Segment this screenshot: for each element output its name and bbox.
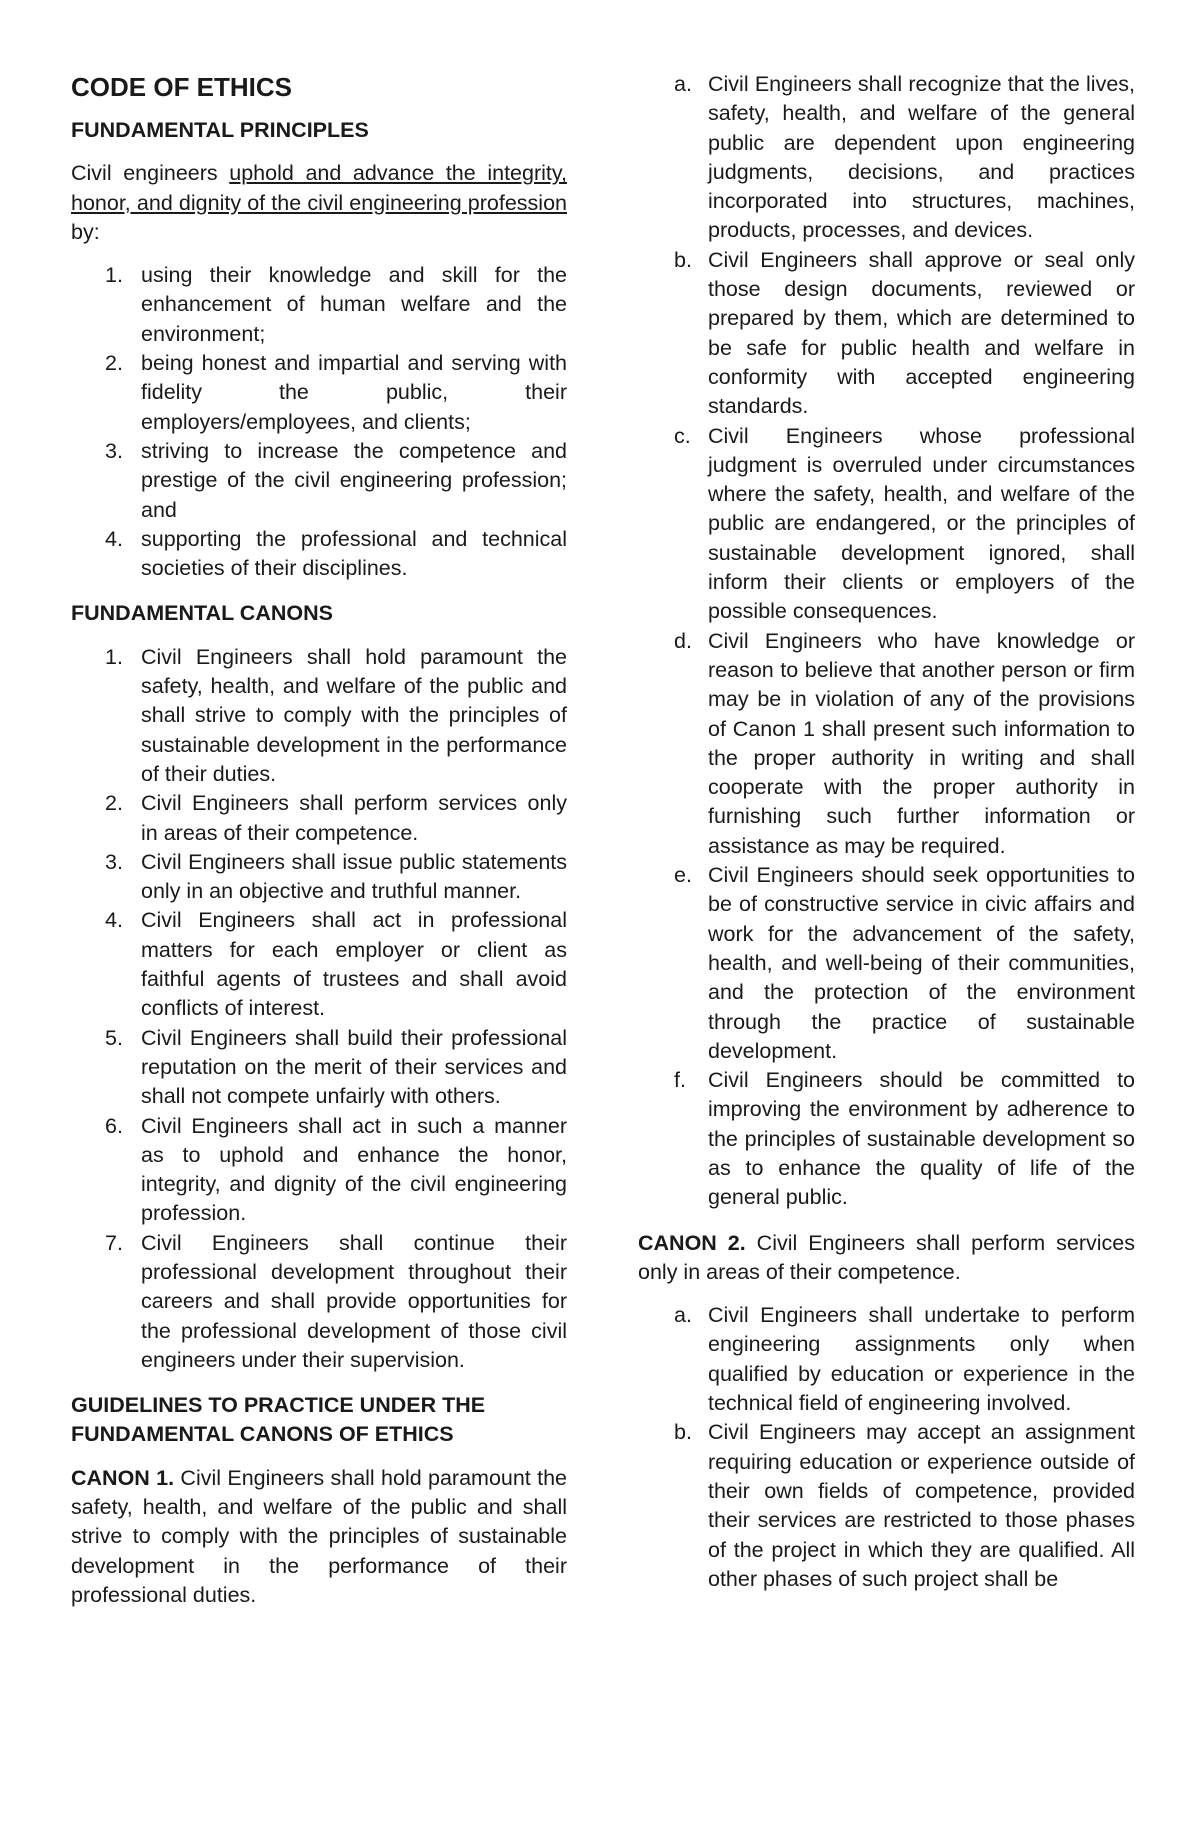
list-item	[638, 1301, 1135, 1418]
list-item-text: striving to increase the competence and prestige of the civil engineering profession; and	[141, 438, 567, 522]
list-item	[638, 422, 1135, 627]
canons-list	[71, 643, 567, 1375]
list-item	[71, 789, 567, 848]
list-marker: b.	[674, 247, 692, 272]
list-item	[638, 1418, 1135, 1594]
list-item-text: Civil Engineers shall undertake to perform engineering assignments only when qualified by education or experience in the technical field of engineering involved.	[708, 1303, 1135, 1416]
list-item	[71, 1112, 567, 1229]
list-item-text: Civil Engineers shall approve or seal only those design documents, reviewed or prepared by them, which are determined to be safe for public health and welfare in conformity with accepted engineering standards.	[708, 247, 1135, 419]
list-item-text: Civil Engineers may accept an assignment requiring education or experience outside of their own fields of competence, provided their services are restricted to those phases of the project in which they are qualified. All other phases of such project shall be	[708, 1420, 1135, 1591]
list-item-text: Civil Engineers should seek opportunities to be of constructive service in civic affairs and work for the advancement of the safety, health, and well-being of their communities, and the protection of the environment through the practice of sustainable development.	[708, 863, 1135, 1063]
list-item	[638, 861, 1135, 1066]
canon2-list	[638, 1301, 1135, 1594]
list-item-text: Civil Engineers shall act in professional matters for each employer or client as faithful agents of trustees and shall avoid conflicts of interest.	[141, 908, 567, 1021]
list-item	[71, 437, 567, 525]
canons-heading: FUNDAMENTAL CANONS	[71, 601, 333, 626]
list-item	[638, 627, 1135, 861]
list-marker: 6.	[105, 1113, 123, 1138]
list-item	[638, 1066, 1135, 1212]
list-item-text: Civil Engineers shall continue their professional development throughout their careers and shall provide opportunities for the professional development of those civil engineers under their supervision.	[141, 1230, 567, 1372]
canon1-label: CANON 1.	[71, 1465, 175, 1490]
list-item	[71, 1024, 567, 1112]
canon2-text: Civil Engineers shall perform services only in areas of their competence.	[638, 1230, 1136, 1284]
list-item	[71, 349, 567, 437]
list-marker: 2.	[105, 351, 123, 376]
list-marker: 4.	[105, 908, 123, 933]
canon1-list	[638, 70, 1135, 1213]
list-item	[71, 261, 567, 349]
list-marker: a.	[674, 1303, 692, 1328]
list-item	[71, 906, 567, 1023]
canon1-text: Civil Engineers shall hold paramount the safety, health, and welfare of the public and shall strive to comply with the principles of sustainable development in the performance of their professional duties.	[71, 1465, 567, 1607]
principles-intro-end: by:	[71, 219, 100, 244]
list-item	[71, 643, 567, 789]
list-item-text: Civil Engineers shall issue public statements only in an objective and truthful manner.	[141, 849, 567, 904]
guidelines-heading: GUIDELINES TO PRACTICE UNDER THE FUNDAMENTAL CANONS OF ETHICS	[71, 1393, 486, 1447]
list-item-text: supporting the professional and technical societies of their disciplines.	[141, 526, 567, 581]
list-item-text: Civil Engineers should be committed to improving the environment by adherence to the principles of sustainable development so as to enhance the quality of life of the general public.	[708, 1068, 1135, 1210]
list-marker: 1.	[105, 644, 123, 669]
list-marker: 5.	[105, 1025, 123, 1050]
list-marker: 3.	[105, 849, 123, 874]
list-item-text: being honest and impartial and serving with fidelity the public, their employers/employees, and clients;	[141, 351, 567, 434]
list-item	[71, 525, 567, 584]
list-marker: 1.	[105, 263, 123, 288]
list-item-text: Civil Engineers shall hold paramount the safety, health, and welfare of the public and shall strive to comply with the principles of sustainable development in the performance of their duties.	[141, 644, 567, 786]
canon2-label: CANON 2.	[638, 1230, 746, 1255]
list-marker: a.	[674, 72, 692, 96]
principles-intro	[71, 159, 567, 247]
list-marker: e.	[674, 863, 692, 888]
canon1-paragraph	[71, 1464, 567, 1610]
principles-intro-start: Civil engineers	[71, 161, 230, 186]
list-item	[71, 848, 567, 907]
principles-heading: FUNDAMENTAL PRINCIPLES	[71, 118, 369, 142]
list-marker: 4.	[105, 526, 123, 551]
left-column	[71, 70, 567, 1624]
canon2-paragraph	[638, 1229, 1135, 1288]
right-column	[638, 70, 1135, 1610]
principles-intro-underlined: uphold and advance the integrity, honor, and dignity of the civil engineering profession	[71, 161, 567, 215]
principles-list	[71, 261, 567, 583]
list-item	[638, 246, 1135, 422]
document-title: CODE OF ETHICS	[71, 72, 293, 102]
list-item	[638, 70, 1135, 246]
list-item	[71, 1229, 567, 1375]
list-marker: f.	[674, 1068, 686, 1093]
list-marker: d.	[674, 628, 692, 653]
list-marker: 2.	[105, 791, 123, 816]
list-item-text: using their knowledge and skill for the enhancement of human welfare and the environment;	[141, 263, 567, 346]
list-marker: b.	[674, 1420, 692, 1445]
list-item-text: Civil Engineers shall perform services only in areas of their competence.	[141, 791, 567, 845]
list-item-text: Civil Engineers whose professional judgment is overruled under circumstances where the safety, health, and welfare of the public are endangered, or the principles of sustainable development ignored, shall inform their clients or employers of the possible consequences.	[708, 423, 1135, 624]
list-marker: 7.	[105, 1230, 123, 1255]
list-item-text: Civil Engineers shall build their professional reputation on the merit of their services and shall not compete unfairly with others.	[141, 1025, 567, 1109]
list-item-text: Civil Engineers shall act in such a manner as to uphold and enhance the honor, integrity, and dignity of the civil engineering profession.	[141, 1113, 567, 1226]
list-item-text: Civil Engineers who have knowledge or reason to believe that another person or firm may be in violation of any of the provisions of Canon 1 shall present such information to the proper authority in writing and shall cooperate with the proper authority in furnishing such further information or assistance as may be required.	[708, 628, 1135, 858]
list-marker: 3.	[105, 438, 123, 463]
list-marker: c.	[674, 423, 691, 448]
list-item-text: Civil Engineers shall recognize that the lives, safety, health, and welfare of the general public are dependent upon engineering judgments, decisions, and practices incorporated into structures, machines, products, processes, and devices.	[708, 72, 1135, 243]
